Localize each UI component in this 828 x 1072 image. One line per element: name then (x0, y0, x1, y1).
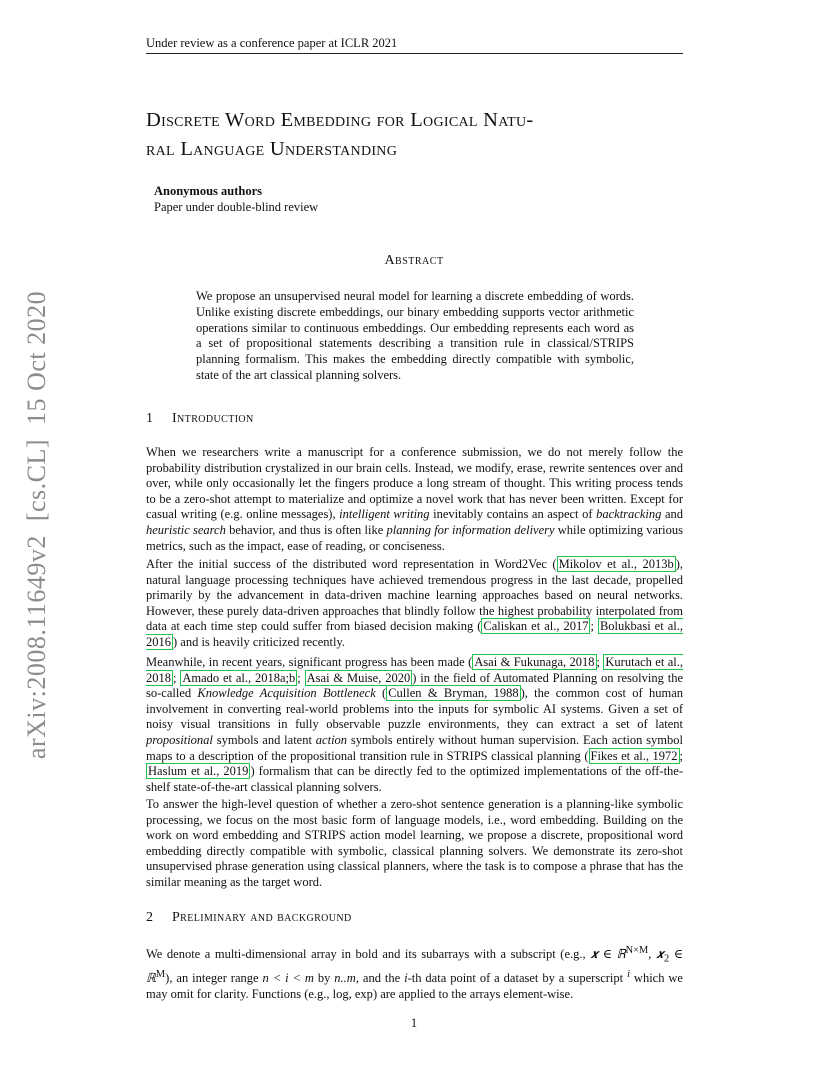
p1-text: and (661, 507, 683, 522)
p2-text: ; (590, 619, 598, 634)
math-expression: n < i < m (262, 971, 314, 986)
abstract-text: We propose an unsupervised neural model for learning a discrete embedding of words. Unlike existing discrete embeddings, our binary embedding supports vector arithmetic operations similar to continuous embeddings. Our embedding represents each word as a set of propositional statements describing a transition rule in classical/STRIPS planning formalism. This makes the embedding directly compatible with symbolic, state of the art classical planning solvers. (196, 289, 634, 382)
author-block (154, 183, 318, 215)
citation-link[interactable]: Asai & Fukunaga, 2018 (474, 655, 595, 669)
p3-text: Meanwhile, in recent years, significant progress has been made ( (146, 655, 473, 669)
p3-text: ; (596, 655, 604, 669)
p3-text: ), the common cost of human involvement in converting real-world problems into the inputs for symbolic AI systems. Given a set of noisy visual transitions in fully observable puzzle environments, they can extract a set of latent (146, 686, 683, 732)
math-expression: ∈ ℝ (146, 947, 683, 986)
p5-text: ) are applied to the arrays element-wise. (372, 987, 574, 1001)
p2-text: ) and is heavily criticized recently. (173, 634, 346, 649)
citation-link[interactable]: Mikolov et al., 2013b (558, 557, 674, 571)
citation-link[interactable]: Asai & Muise, 2020 (306, 670, 411, 685)
p5-text: by (313, 971, 335, 986)
citation-link[interactable]: Cullen & Bryman, 1988 (388, 686, 519, 701)
p3-text: ) in the field of Automated Planning on resolving the so-called (146, 670, 683, 701)
section-2-title: Preliminary and background (172, 910, 352, 925)
p5-text: which we may omit for clarity. Functions (e.g., (146, 971, 683, 1001)
p5-text: We denote a multi-dimensional array in bold and its subarrays with a subscript (e.g., (146, 947, 591, 962)
header-rule (146, 53, 683, 54)
p2-text: ), natural language processing techniques have achieved tremendous progress in the last decade, propelled primarily by the advancement in data-driven machine learning approaches based on neural networks. However, these purely data-driven approaches that blindly follow the highest probability interpolated from data at each time step could suffer from biased decision making ( (146, 557, 684, 634)
arxiv-identifier: arXiv:2008.11649v2 [cs.CL] 15 Oct 2020 (22, 290, 51, 760)
section-1-heading (146, 411, 254, 427)
p1-text: while optimizing various metrics, such as the impact, ease of reading, or conciseness. (146, 522, 683, 553)
paragraph-4: To answer the high-level question of whether a zero-shot sentence generation is a planning-like symbolic processing, we focus on the most basic form of language models, i.e., word embedding. Building on the work on word embedding and STRIPS action model learning, we propose a discrete, propositional word embedding directly compatible with symbolic, classical planning solvers. We demonstrate its zero-shot unsupervised phrase generation using classical planners, where the task is to compose a phrase that has the similar meaning as the target word. (146, 797, 683, 889)
section-1-number: 1 (146, 411, 154, 426)
author-affiliation: Paper under double-blind review (154, 200, 319, 214)
citation-link[interactable]: Amado et al., 2018a;b (182, 670, 296, 685)
title-line-2: ral Language Understanding (146, 138, 398, 160)
p5-text: , and the (355, 971, 405, 986)
paragraph-1 (146, 445, 683, 554)
math-superscript: i (627, 969, 630, 981)
p3-emphasis: propositional (146, 732, 213, 747)
math-superscript: N×M (625, 945, 649, 956)
citation-link[interactable]: Haslum et al., 2019 (148, 764, 249, 779)
p5-text: -th data point of a dataset by a superscript (407, 971, 628, 986)
p3-text: ; (173, 670, 181, 685)
math-expression: log, exp (332, 987, 373, 1001)
p3-text: ; (297, 670, 305, 685)
citation-link[interactable]: Fikes et al., 1972 (590, 748, 678, 763)
section-1-title: Introduction (172, 411, 254, 426)
p1-emphasis: intelligent writing (339, 507, 430, 522)
running-header: Under review as a conference paper at ICLR 2021 (146, 36, 398, 50)
p3-text: ) formalism that can be directly fed to the optimized implementations of the off-the-shelf state-of-the-art classical planning solvers. (146, 764, 684, 794)
paragraph-3 (146, 655, 683, 795)
p1-text: When we researchers write a manuscript for a conference submission, we do not merely follow the probability distribution crystalized in our brain cells. Instead, we modify, erase, rewrite sentences over and over, while only occasionally let the fingers produce a long stream of thought. This writing process tends to be a zero-shot attempt to materialize and optimize a novel work that has never been written. Except for casual writing (e.g. online messages), (146, 445, 683, 522)
p3-text: symbols entirely without human supervision. Each action symbol maps to a description of the propositional transition rule in STRIPS classical planning ( (146, 732, 683, 763)
author-name: Anonymous authors (154, 184, 263, 198)
citation-link[interactable]: Bolukbasi et al., 2016 (146, 619, 683, 649)
citation-link[interactable]: Caliskan et al., 2017 (483, 619, 589, 634)
math-subscript: 2 (663, 953, 670, 965)
math-expression: n..m (334, 971, 356, 986)
p1-text: behavior, and thus is often like (225, 522, 387, 537)
math-expression: 𝒙 ∈ ℝ (590, 947, 626, 962)
page-number: 1 (410, 1016, 418, 1030)
p3-text: symbols and latent (212, 732, 316, 747)
section-2-number: 2 (146, 910, 154, 925)
abstract-heading: Abstract (384, 253, 444, 268)
p2-text: After the initial success of the distributed word representation in Word2Vec ( (146, 557, 557, 571)
citation-link[interactable]: Kurutach et al., 2018 (146, 655, 683, 685)
paragraph-5 (146, 943, 683, 1003)
p1-emphasis: backtracking (596, 507, 662, 522)
p1-text: inevitably contains an aspect of (429, 507, 597, 522)
math-expression: i (404, 971, 408, 986)
paper-title (146, 106, 706, 164)
p3-text: ( (375, 686, 387, 701)
p3-text: ; (679, 748, 683, 763)
section-2-heading (146, 910, 352, 926)
title-line-1: Discrete Word Embedding for Logical Natu- (146, 109, 534, 131)
p1-emphasis: heuristic search (146, 522, 226, 537)
math-expression: 𝒙 (655, 947, 664, 962)
p1-emphasis: planning for information delivery (386, 522, 555, 537)
paragraph-2 (146, 557, 683, 651)
p3-emphasis: action (315, 732, 348, 747)
p3-emphasis: Knowledge Acquisition Bottleneck (197, 686, 376, 701)
math-superscript: M (155, 969, 166, 981)
p5-text: , (648, 947, 656, 962)
p5-text: ), an integer range (165, 971, 263, 986)
